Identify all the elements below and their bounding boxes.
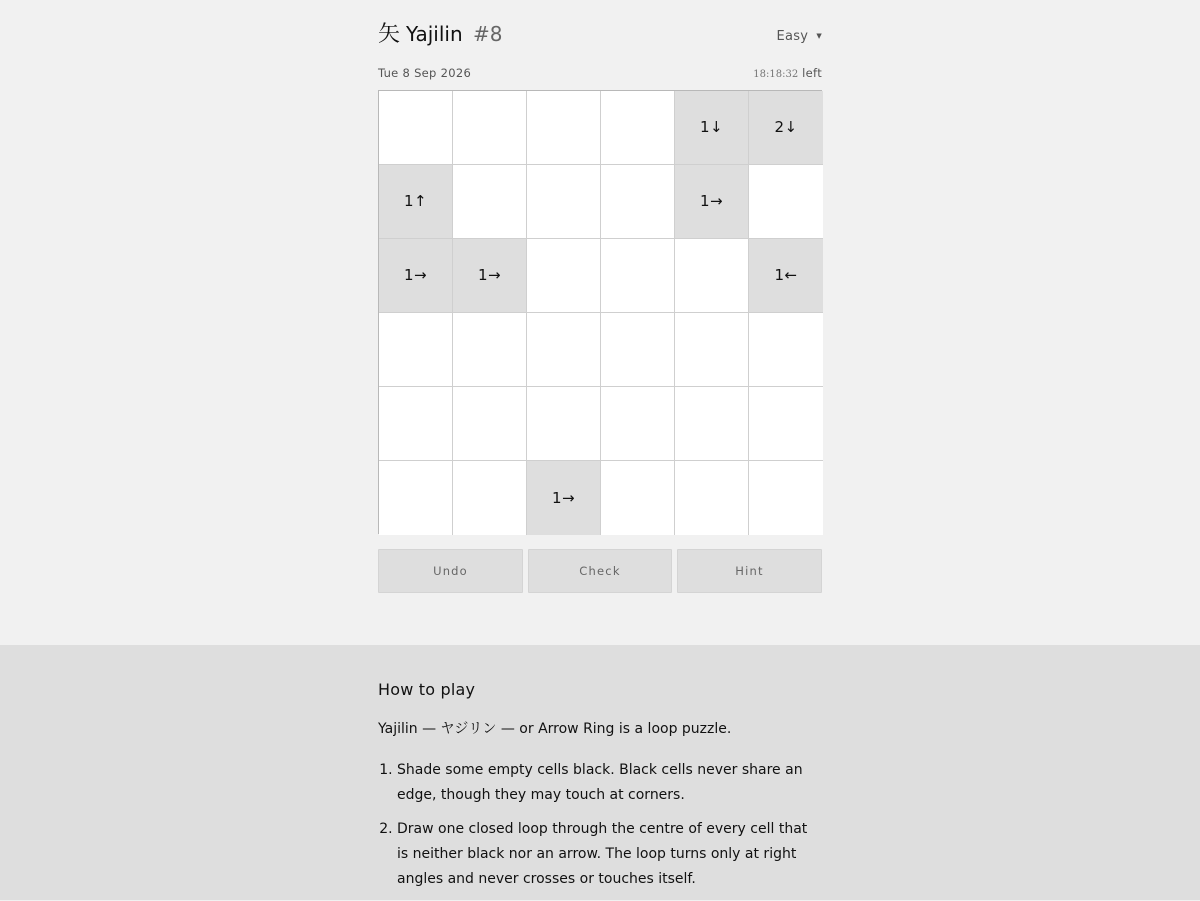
time-remaining bbox=[753, 66, 822, 80]
arrow-clue-label: 1→ bbox=[403, 266, 428, 284]
grid-cell[interactable] bbox=[453, 313, 527, 387]
header bbox=[378, 0, 822, 70]
chevron-down-icon: ▼ bbox=[816, 32, 822, 40]
grid-cell[interactable] bbox=[601, 387, 675, 461]
grid-cell[interactable] bbox=[453, 461, 527, 535]
undo-button[interactable]: Undo bbox=[378, 549, 523, 593]
puzzle-grid bbox=[378, 90, 822, 534]
grid-cell[interactable] bbox=[453, 165, 527, 239]
grid-cell[interactable] bbox=[379, 313, 453, 387]
title-name: Yajilin bbox=[406, 22, 463, 46]
game-container bbox=[378, 0, 822, 578]
grid-cell[interactable] bbox=[527, 387, 601, 461]
arrow-clue-cell bbox=[675, 91, 749, 165]
grid-cell[interactable] bbox=[453, 387, 527, 461]
rule-item: 1. Shade some empty cells black. Black cells never share an edge, though they may touch at corners. bbox=[397, 758, 822, 808]
arrow-clue-label: 1→ bbox=[477, 266, 502, 284]
grid-cell[interactable] bbox=[749, 461, 823, 535]
rule-item: 2. Draw one closed loop through the centre of every cell that is neither black nor an arrow. The loop turns only at right angles and never crosses or touches itself. bbox=[397, 817, 822, 892]
how-to-play bbox=[378, 645, 822, 901]
grid-cell[interactable] bbox=[749, 313, 823, 387]
puzzle-meta bbox=[378, 66, 822, 82]
grid-cell[interactable] bbox=[749, 387, 823, 461]
grid-cell[interactable] bbox=[527, 239, 601, 313]
puzzle-number: #8 bbox=[473, 22, 503, 46]
grid-cell[interactable] bbox=[601, 165, 675, 239]
arrow-clue-cell bbox=[453, 239, 527, 313]
difficulty-select[interactable] bbox=[776, 29, 822, 44]
instructions-section bbox=[0, 645, 1200, 900]
arrow-clue-label: 1→ bbox=[699, 192, 724, 210]
puzzle-date: Tue 8 Sep 2026 bbox=[378, 66, 472, 80]
grid-cell[interactable] bbox=[601, 313, 675, 387]
check-button[interactable]: Check bbox=[528, 549, 672, 593]
grid-cell[interactable] bbox=[379, 461, 453, 535]
arrow-clue-cell bbox=[675, 165, 749, 239]
grid-cell[interactable] bbox=[675, 239, 749, 313]
grid-cell[interactable] bbox=[379, 387, 453, 461]
timer-suffix: left bbox=[802, 66, 822, 80]
grid-cell[interactable] bbox=[527, 91, 601, 165]
grid-cell[interactable] bbox=[675, 461, 749, 535]
grid-cell[interactable] bbox=[601, 91, 675, 165]
arrow-clue-cell bbox=[379, 165, 453, 239]
arrow-clue-cell bbox=[749, 91, 823, 165]
arrow-clue-label: 2↓ bbox=[774, 118, 798, 136]
rules-list bbox=[378, 758, 822, 892]
arrow-clue-label: 1← bbox=[774, 266, 798, 284]
arrow-clue-label: 1↓ bbox=[699, 118, 724, 136]
grid-cell[interactable] bbox=[675, 313, 749, 387]
grid-cell[interactable] bbox=[601, 239, 675, 313]
grid-cell[interactable] bbox=[601, 461, 675, 535]
difficulty-value: Easy bbox=[776, 29, 809, 44]
how-to-play-title: How to play bbox=[378, 680, 476, 699]
title-kanji: 矢 bbox=[378, 22, 401, 47]
action-buttons bbox=[378, 549, 822, 593]
page-title bbox=[378, 20, 502, 49]
how-to-play-intro: Yajilin — ヤジリン — or Arrow Ring is a loop puzzle. bbox=[378, 721, 732, 737]
arrow-clue-label: 1→ bbox=[551, 488, 576, 507]
grid-cell[interactable] bbox=[527, 165, 601, 239]
arrow-clue-cell bbox=[749, 239, 823, 313]
arrow-clue-cell bbox=[527, 461, 601, 535]
grid-cell[interactable] bbox=[379, 91, 453, 165]
countdown-timer: 18:18:32 bbox=[753, 69, 799, 80]
grid-cell[interactable] bbox=[675, 387, 749, 461]
grid-cell[interactable] bbox=[453, 91, 527, 165]
hint-button[interactable]: Hint bbox=[677, 549, 822, 593]
grid-cell[interactable] bbox=[527, 313, 601, 387]
arrow-clue-label: 1↑ bbox=[403, 192, 428, 210]
arrow-clue-cell bbox=[379, 239, 453, 313]
grid-cell[interactable] bbox=[749, 165, 823, 239]
